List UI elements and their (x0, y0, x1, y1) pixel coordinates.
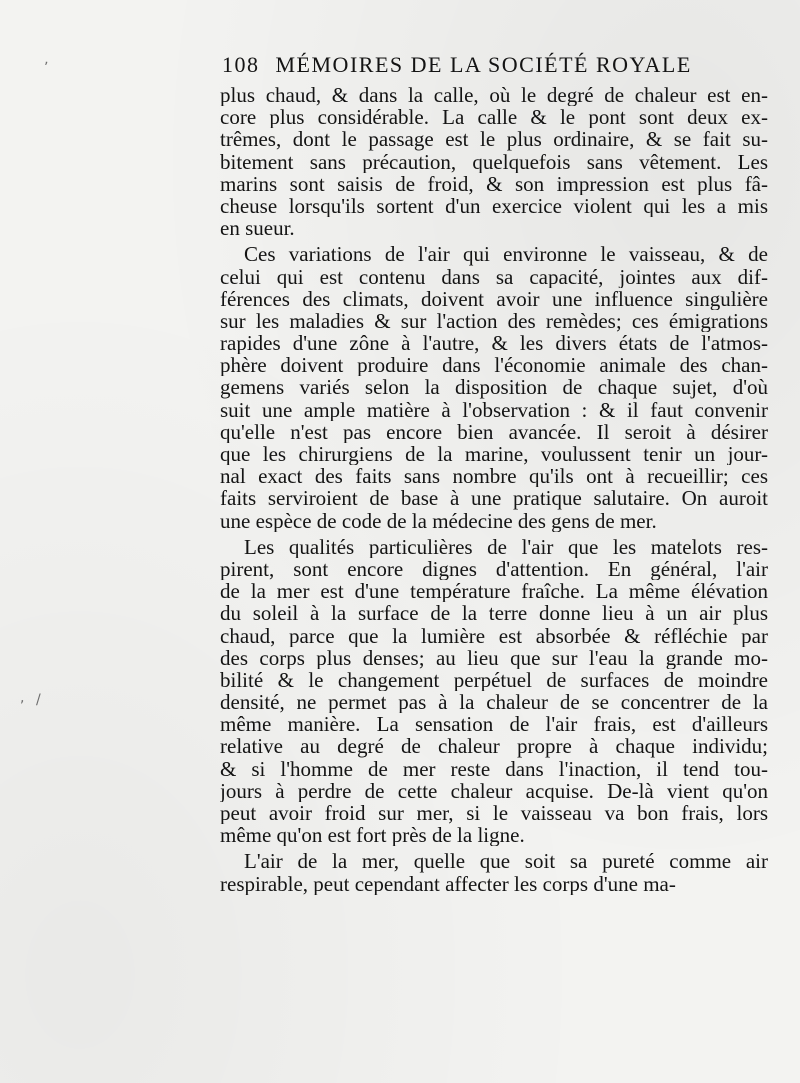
running-header (222, 52, 762, 86)
body-text (220, 84, 768, 895)
paragraph (220, 243, 768, 531)
text-line: cheuse lorsqu'ils sortent d'un exercice violent qui les a mis (220, 194, 768, 218)
text-line: que les chirurgiens de la marine, voulussent tenir un jour- (220, 443, 768, 466)
text-line: trêmes, dont le passage est le plus ordinaire, & se fait su- (220, 128, 768, 151)
text-line: qu'elle n'est pas encore bien avancée. Il seroit à désirer (220, 420, 768, 443)
paragraph (220, 850, 768, 894)
text-line: & si l'homme de mer reste dans l'inaction, il tend tou- (220, 757, 768, 780)
paragraph (220, 536, 768, 847)
text-line: celui qui est contenu dans sa capacité, jointes aux dif- (220, 265, 768, 288)
margin-speck: / (36, 692, 41, 708)
running-title: MÉMOIRES DE LA SOCIÉTÉ ROYALE (275, 52, 692, 77)
text-line: une espèce de code de la médecine des gens de mer. (220, 509, 657, 532)
margin-speck: ʼ (44, 60, 49, 76)
text-line: rapides d'une zône à l'autre, & les divers états de l'atmos- (220, 332, 768, 355)
text-line: gemens variés selon la disposition de chaque sujet, d'où (220, 376, 768, 399)
paragraph (220, 84, 768, 239)
text-line: sur les maladies & sur l'action des remèdes; ces émigrations (220, 309, 768, 333)
text-line: même manière. La sensation de l'air frais, est d'ailleurs (220, 713, 768, 736)
text-line: bilité & le changement perpétuel de surfaces de moindre (220, 668, 768, 692)
text-line: marins sont saisis de froid, & son impression est plus fâ- (220, 172, 768, 195)
text-line: de la mer est d'une température fraîche. La même élévation (220, 580, 768, 603)
text-line: en sueur. (220, 217, 295, 240)
text-line: pirent, sont encore dignes d'attention. En général, l'air (220, 557, 768, 581)
text-line: des corps plus denses; au lieu que sur l'eau la grande mo- (220, 646, 768, 669)
text-line: core plus considérable. La calle & le pont sont deux ex- (220, 106, 768, 129)
text-line: férences des climats, doivent avoir une influence singulière (220, 287, 768, 310)
text-line: phère doivent produire dans l'économie animale des chan- (220, 354, 768, 377)
text-line: plus chaud, & dans la calle, où le degré de chaleur est en- (220, 84, 768, 107)
text-line: nal exact des faits sans nombre qu'ils ont à recueillir; ces (220, 465, 768, 488)
text-line: Ces variations de l'air qui environne le vaisseau, & de (244, 243, 768, 266)
text-line: même qu'on est fort près de la ligne. (220, 824, 525, 847)
page-number: 108 (222, 52, 260, 77)
text-line: peut avoir froid sur mer, si le vaisseau va bon frais, lors (220, 802, 768, 825)
text-line: densité, ne permet pas à la chaleur de se concentrer de la (220, 691, 768, 714)
text-line: relative au degré de chaleur propre à chaque individu; (220, 735, 768, 758)
text-line: chaud, parce que la lumière est absorbée & réfléchie par (220, 624, 768, 647)
text-line: bitement sans précaution, quelquefois sans vêtement. Les (220, 150, 768, 173)
text-line: Les qualités particulières de l'air que les matelots res- (244, 535, 768, 558)
text-line: faits serviroient de base à une pratique salutaire. On auroit (220, 487, 768, 510)
text-line: L'air de la mer, quelle que soit sa pureté comme air (244, 850, 768, 873)
text-line: suit une ample matière à l'observation : & il faut convenir (220, 398, 768, 421)
text-line: respirable, peut cependant affecter les corps d'une ma- (220, 872, 676, 895)
text-line: jours à perdre de cette chaleur acquise. De-là vient qu'on (220, 779, 768, 802)
margin-speck: , (20, 690, 25, 706)
text-line: du soleil à la surface de la terre donne lieu à un air plus (220, 602, 768, 625)
